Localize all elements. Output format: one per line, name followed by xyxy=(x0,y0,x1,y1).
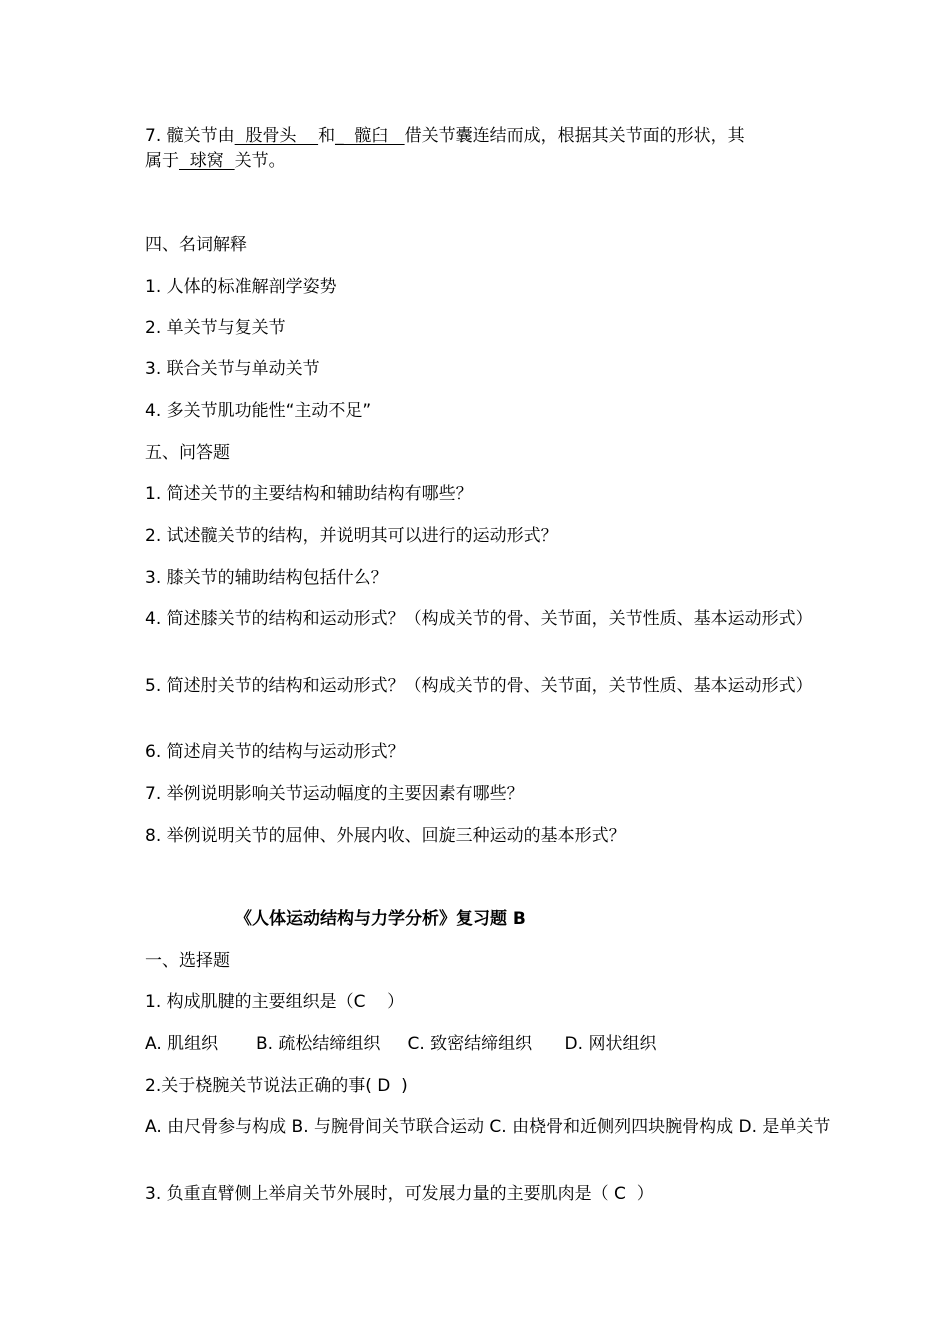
fill-question-7: 7. 髋关节由 股骨头 和_ 髋臼 借关节囊连结而成，根据其关节面的形状，其 xyxy=(145,126,745,146)
question-number: 7. xyxy=(145,126,162,146)
list-item: 5. 简述肘关节的结构和运动形式？（构成关节的骨、关节面，关节性质、基本运动形式） xyxy=(145,676,813,696)
section-heading: 四、名词解释 xyxy=(145,235,247,255)
choice-question: 2.关于桡腕关节说法正确的事( D ) xyxy=(145,1076,408,1096)
list-item: 2. 试述髋关节的结构，并说明其可以进行的运动形式？ xyxy=(145,526,558,546)
list-item: 1. 人体的标准解剖学姿势 xyxy=(145,277,337,297)
list-item: 3. 膝关节的辅助结构包括什么？ xyxy=(145,568,388,588)
list-item: 7. 举例说明影响关节运动幅度的主要因素有哪些？ xyxy=(145,784,524,804)
section-heading: 一、选择题 xyxy=(145,951,230,971)
choice-options: A. 由尺骨参与构成 B. 与腕骨间关节联合运动 C. 由桡骨和近侧列四块腕骨构成 D. 是单关节 xyxy=(145,1117,831,1137)
section-heading: 五、问答题 xyxy=(145,443,230,463)
list-item: 1. 简述关节的主要结构和辅助结构有哪些？ xyxy=(145,484,473,504)
choice-question: 1. 构成肌腱的主要组织是（C ） xyxy=(145,992,405,1012)
answer-blank-2: _ 髋臼 xyxy=(335,126,405,146)
list-item: 2. 单关节与复关节 xyxy=(145,318,286,338)
list-item: 4. 多关节肌功能性“主动不足” xyxy=(145,401,372,421)
document-title: 《人体运动结构与力学分析》复习题 B xyxy=(235,909,526,929)
list-item: 4. 简述膝关节的结构和运动形式？（构成关节的骨、关节面，关节性质、基本运动形式） xyxy=(145,609,813,629)
list-item: 3. 联合关节与单动关节 xyxy=(145,359,320,379)
list-item: 8. 举例说明关节的屈伸、外展内收、回旋三种运动的基本形式？ xyxy=(145,826,626,846)
list-item: 6. 简述肩关节的结构与运动形式？ xyxy=(145,742,405,762)
answer-blank-3: 球窝 xyxy=(179,151,235,171)
choice-options: A. 肌组织 B. 疏松结缔组织 C. 致密结缔组织 D. 网状组织 xyxy=(145,1034,657,1054)
choice-question: 3. 负重直臂侧上举肩关节外展时，可发展力量的主要肌肉是（ C ） xyxy=(145,1184,654,1204)
answer-blank-1: 股骨头 xyxy=(234,126,319,146)
fill-question-7-cont: 属于 球窝 关节。 xyxy=(145,151,286,171)
